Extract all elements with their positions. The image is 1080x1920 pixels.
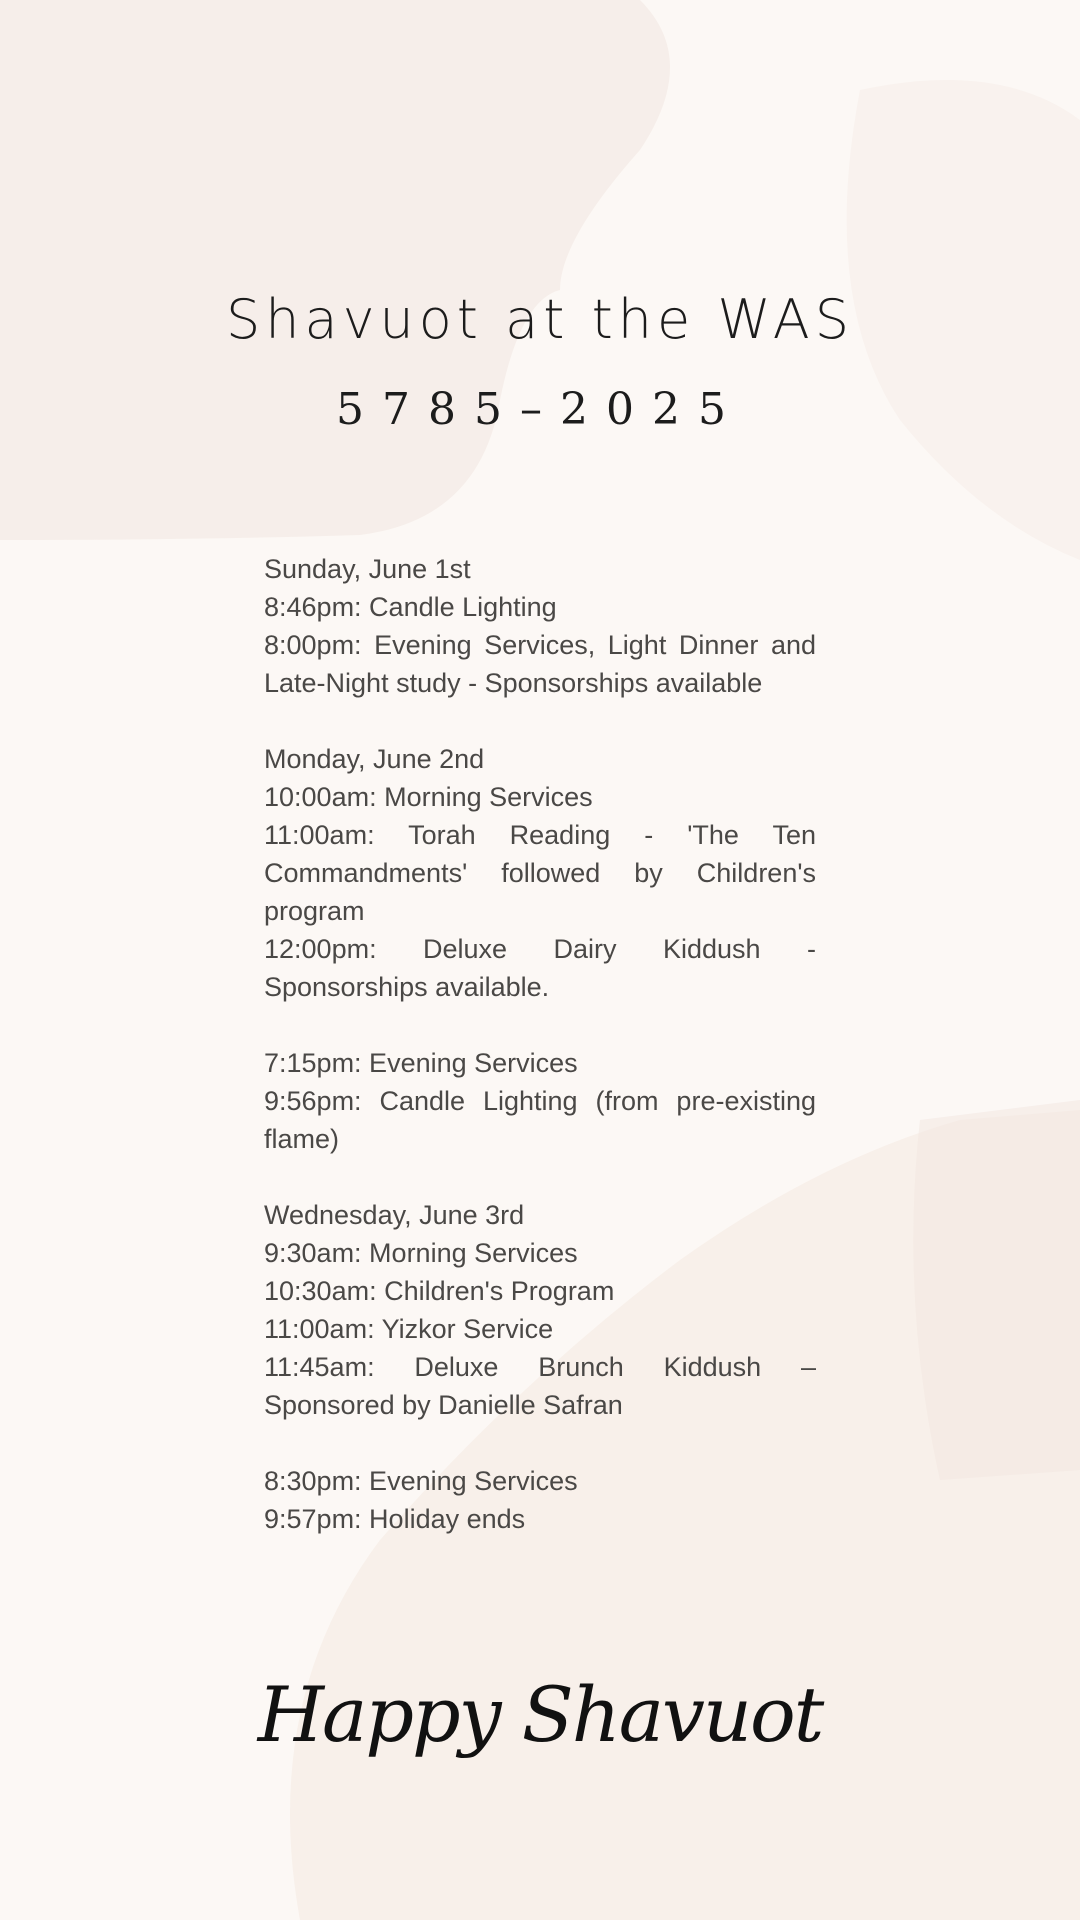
schedule-item: 10:00am: Morning Services <box>264 782 593 812</box>
schedule-item: 11:00am: Yizkor Service <box>264 1314 554 1344</box>
schedule-item: 11:45am: Deluxe Brunch Kiddush – Sponsored by Danielle Safran <box>264 1352 816 1420</box>
schedule-item: 12:00pm: Deluxe Dairy Kiddush - Sponsorships available. <box>264 934 816 1002</box>
page-title: Shavuot at the WAS <box>225 288 855 351</box>
schedule-block-sunday <box>264 550 816 702</box>
schedule-item: 9:30am: Morning Services <box>264 1238 578 1268</box>
closing-greeting: Happy Shavuot <box>257 1670 823 1759</box>
schedule-block-monday-evening <box>264 1044 816 1158</box>
schedule-block-wednesday-evening <box>264 1462 816 1538</box>
day-heading: Sunday, June 1st <box>264 554 471 584</box>
schedule-item: 7:15pm: Evening Services <box>264 1048 578 1078</box>
schedule-block-monday <box>264 740 816 1006</box>
schedule-item: 11:00am: Torah Reading - 'The Ten Commandments' followed by Children's program <box>264 820 816 926</box>
schedule-item: 10:30am: Children's Program <box>264 1276 615 1306</box>
schedule-item: 9:57pm: Holiday ends <box>264 1504 526 1534</box>
schedule-item: 8:00pm: Evening Services, Light Dinner and Late-Night study - Sponsorships available <box>264 630 816 698</box>
schedule-block-wednesday <box>264 1196 816 1424</box>
schedule-item: 8:30pm: Evening Services <box>264 1466 578 1496</box>
day-heading: Wednesday, June 3rd <box>264 1200 525 1230</box>
schedule-item: 9:56pm: Candle Lighting (from pre-existing flame) <box>264 1086 816 1154</box>
year-subtitle: 5785–2025 <box>336 384 744 435</box>
day-heading: Monday, June 2nd <box>264 744 485 774</box>
schedule <box>264 550 816 1538</box>
schedule-item: 8:46pm: Candle Lighting <box>264 592 557 622</box>
